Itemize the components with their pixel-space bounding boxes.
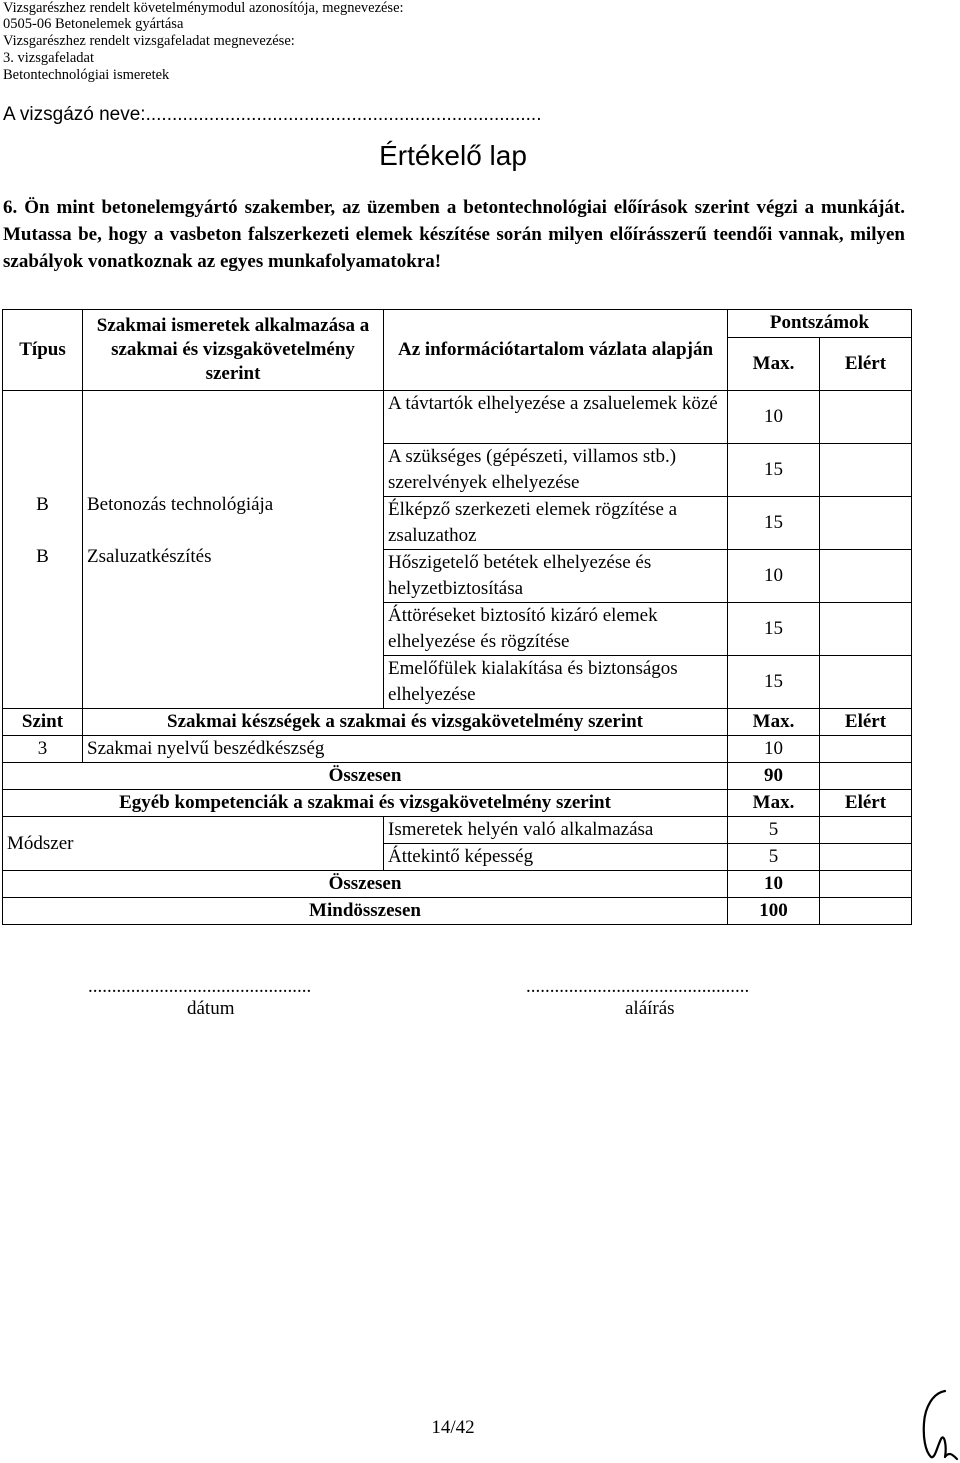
skill-level-value: 3 [3,736,83,763]
col-header-achieved: Elért [820,338,912,391]
col-header-points: Pontszámok [728,310,912,338]
handwritten-signature-icon [915,1385,959,1461]
method-item-text: Áttekintő képesség [384,844,728,871]
type-b-2: B [36,546,49,567]
total-value: 10 [728,871,820,898]
task-header-label: Vizsgarészhez rendelt vizsgafeladat megnevezése: [3,33,295,49]
skills-achieved-header: Elért [820,709,912,736]
task-description: 6. Ön mint betonelemgyártó szakember, az üzemben a betontechnológiai előírások szerint végzi a munkáját. Mutassa be, hogy a vasbeton falszerkezeti elemek készítése során milyen előírásszerű teendői vannak, milyen szabályok vonatkoznak az egyes munkafolyamatokra! [3,197,905,272]
content-row-achieved [820,497,912,550]
date-label: dátum [187,998,235,1019]
grand-total-label: Mindösszesen [3,898,728,925]
col-header-knowledge: Szakmai ismeretek alkalmazása a szakmai és vizsgakövetelmény szerint [83,310,384,391]
other-achieved-header: Elért [820,790,912,817]
other-max-header: Max. [728,790,820,817]
content-row-text: Áttöréseket biztosító kizáró elemek elhelyezése és rögzítése [384,603,728,656]
knowledge-cell [83,391,384,709]
col-header-type: Típus [3,310,83,391]
subtotal-achieved [820,763,912,790]
content-row-achieved [820,550,912,603]
col-header-content: Az információtartalom vázlata alapján [384,310,728,391]
signature-dots: ............................................... [526,976,750,997]
page-number: 14/42 [431,1417,475,1438]
content-row-text: A szükséges (gépészeti, villamos stb.) szerelvények elhelyezése [384,444,728,497]
method-item-achieved [820,844,912,871]
method-item-max: 5 [728,817,820,844]
task-header-value: 3. vizsgafeladat [3,50,94,66]
content-row-achieved [820,391,912,444]
content-row-achieved [820,603,912,656]
skill-max: 10 [728,736,820,763]
skill-achieved [820,736,912,763]
skills-max-header: Max. [728,709,820,736]
content-row-max: 10 [728,391,820,444]
knowledge-item: Zsaluzatkészítés [87,546,212,567]
content-row-max: 15 [728,444,820,497]
content-row-text: Emelőfülek kialakítása és biztonságos elhelyezése [384,656,728,709]
module-header-label: Vizsgarészhez rendelt követelménymodul azonosítója, megnevezése: [3,0,404,16]
type-cell [3,391,83,709]
content-row-text: Hőszigetelő betétek elhelyezése és helyzetbiztosítása [384,550,728,603]
content-row-achieved [820,656,912,709]
skill-name: Szakmai nyelvű beszédkészség [83,736,728,763]
module-header-value: 0505-06 Betonelemek gyártása [3,16,184,32]
method-item-text: Ismeretek helyén való alkalmazása [384,817,728,844]
date-dots: ............................................... [88,976,312,997]
content-row-max: 10 [728,550,820,603]
other-competencies-header: Egyéb kompetenciák a szakmai és vizsgakövetelmény szerint [3,790,728,817]
grand-total-achieved [820,898,912,925]
method-item-achieved [820,817,912,844]
subtotal-value: 90 [728,763,820,790]
method-label: Módszer [3,817,384,871]
page-title: Értékelő lap [379,140,527,171]
skills-header: Szakmai készségek a szakmai és vizsgakövetelmény szerint [83,709,728,736]
content-row-max: 15 [728,603,820,656]
content-row-max: 15 [728,497,820,550]
method-item-max: 5 [728,844,820,871]
task-header-subtitle: Betontechnológiai ismeretek [3,67,170,83]
content-row-max: 15 [728,656,820,709]
content-row-text: A távtartók elhelyezése a zsaluelemek közé [384,391,728,444]
knowledge-item: Betonozás technológiája [87,494,274,515]
content-row-achieved [820,444,912,497]
grand-total-value: 100 [728,898,820,925]
subtotal-label: Összesen [3,763,728,790]
total-achieved [820,871,912,898]
skills-level-header: Szint [3,709,83,736]
examinee-name-field: A vizsgázó neve:........................................................................... [3,104,542,125]
type-b-1: B [36,494,49,515]
content-row-text: Élképző szerkezeti elemek rögzítése a zsaluzathoz [384,497,728,550]
evaluation-table [2,309,912,925]
signature-label: aláírás [625,998,675,1019]
col-header-max: Max. [728,338,820,391]
total-label: Összesen [3,871,728,898]
